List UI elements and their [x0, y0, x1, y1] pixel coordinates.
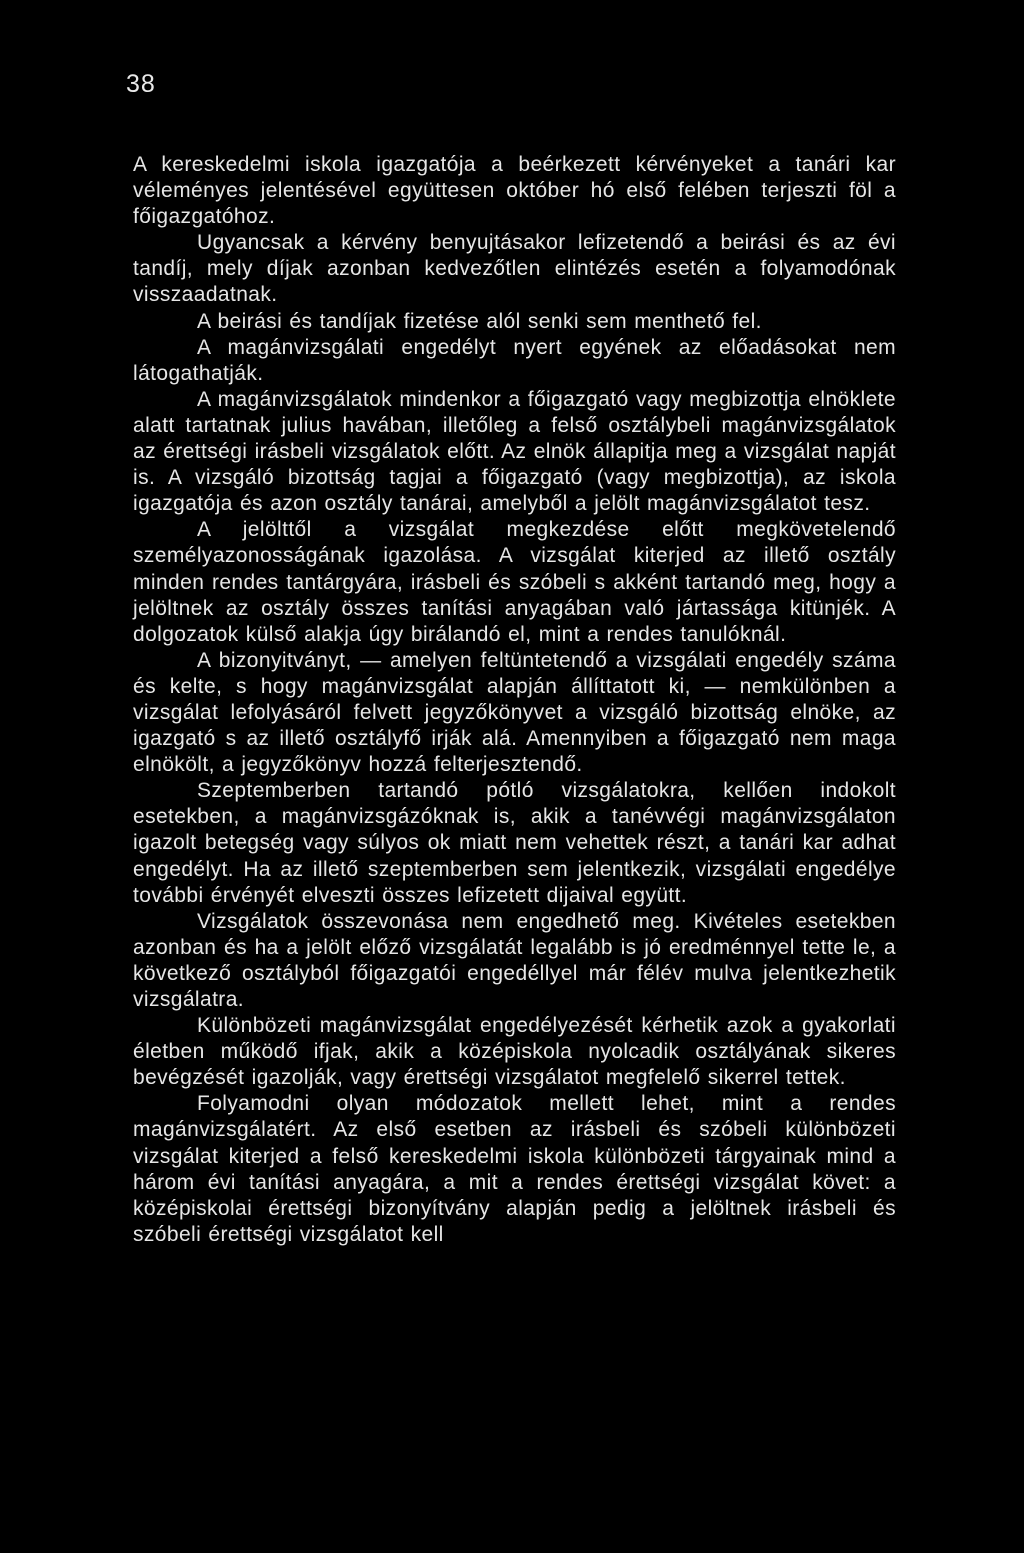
paragraph: Szeptemberben tartandó pótló vizsgálatokra, kellően indokolt esetekben, a magánvizsgázóknak is, akik a tanévvégi magánvizsgálaton igazolt betegség vagy súlyos ok miatt nem vehettek részt, a tanári kar adhat engedélyt. Ha az illető szeptemberben sem jelentkezik, vizsgálati engedélye további érvényét elveszti összes lefizetett dijaival együtt. — [133, 779, 896, 907]
paragraph: Különbözeti magánvizsgálat engedélyezését kérhetik azok a gyakorlati életben működő ifjak, akik a középiskola nyolcadik osztályának sikeres bevégzését igazolják, vagy érettségi vizsgálatot megfelelő sikerrel tettek. — [133, 1014, 896, 1090]
paragraph: A kereskedelmi iskola igazgatója a beérkezett kérvényeket a tanári kar véleményes jelentésével együttesen október hó első felében terjeszti föl a főigazgatóhoz. — [133, 153, 896, 229]
paragraph: Folyamodni olyan módozatok mellett lehet, mint a rendes magánvizsgálatért. Az első esetben az irásbeli és szóbeli különbözeti vizsgálat kiterjed a felső kereskedelmi iskola különbözeti tárgyainak mind a három évi tanítási anyagára, a mit a rendes érettségi vizsgálat követ: a középiskolai érettségi bizonyítvány alapján pedig a jelöltnek irásbeli és szóbeli érettségi vizsgálatot kell — [133, 1092, 896, 1246]
paragraph: A jelölttől a vizsgálat megkezdése előtt megkövetelendő személyazonosságának igazolása. A vizsgálat kiterjed az illető osztály minden rendes tantárgyára, irásbeli és szóbeli s akként tartandó meg, hogy a jelöltnek az osztály összes tanítási anyagában való jártassága kitünjék. A dolgozatok külső alakja úgy birálandó el, mint a rendes tanulóknál. — [133, 518, 896, 646]
paragraph: A magánvizsgálatok mindenkor a főigazgató vagy megbizottja elnöklete alatt tartatnak julius havában, illetőleg a felső osztálybeli magánvizsgálatok az érettségi irásbeli vizsgálatok előtt. Az elnök állapitja meg a vizsgálat napját is. A vizsgáló bizottság tagjai a főigazgató (vagy megbizottja), az iskola igazgatója és azon osztály tanárai, amelyből a jelölt magánvizsgálatot tesz. — [133, 387, 896, 516]
page-number: 38 — [126, 70, 156, 98]
paragraph: Ugyancsak a kérvény benyujtásakor lefizetendő a beirási és az évi tandíj, mely díjak azonban kedvezőtlen elintézés esetén a folyamodónak visszaadatnak. — [133, 231, 896, 307]
body-text — [133, 152, 896, 1248]
paragraph: A bizonyitványt, — amelyen feltüntetendő a vizsgálati engedély száma és kelte, s hogy magánvizsgálat alapján állíttatott ki, — nemkülönben a vizsgálat lefolyásáról felvett jegyzőkönyvet a vizsgáló bizottság elnöke, az igazgató s az illető osztályfő irják alá. Amennyiben a főigazgató nem maga elnökölt, a jegyzőkönyv hozzá felterjesztendő. — [133, 648, 896, 777]
paragraph: Vizsgálatok összevonása nem engedhető meg. Kivételes esetekben azonban és ha a jelölt előző vizsgálatát legalább is jó eredménnyel tette le, a következő osztályból főigazgatói engedéllyel már félév mulva jelentkezhetik vizsgálatra. — [133, 909, 896, 1011]
paragraph: A beirási és tandíjak fizetése alól senki sem menthető fel. — [197, 309, 762, 333]
paragraph: A magánvizsgálati engedélyt nyert egyének az előadásokat nem látogathatják. — [133, 335, 896, 385]
